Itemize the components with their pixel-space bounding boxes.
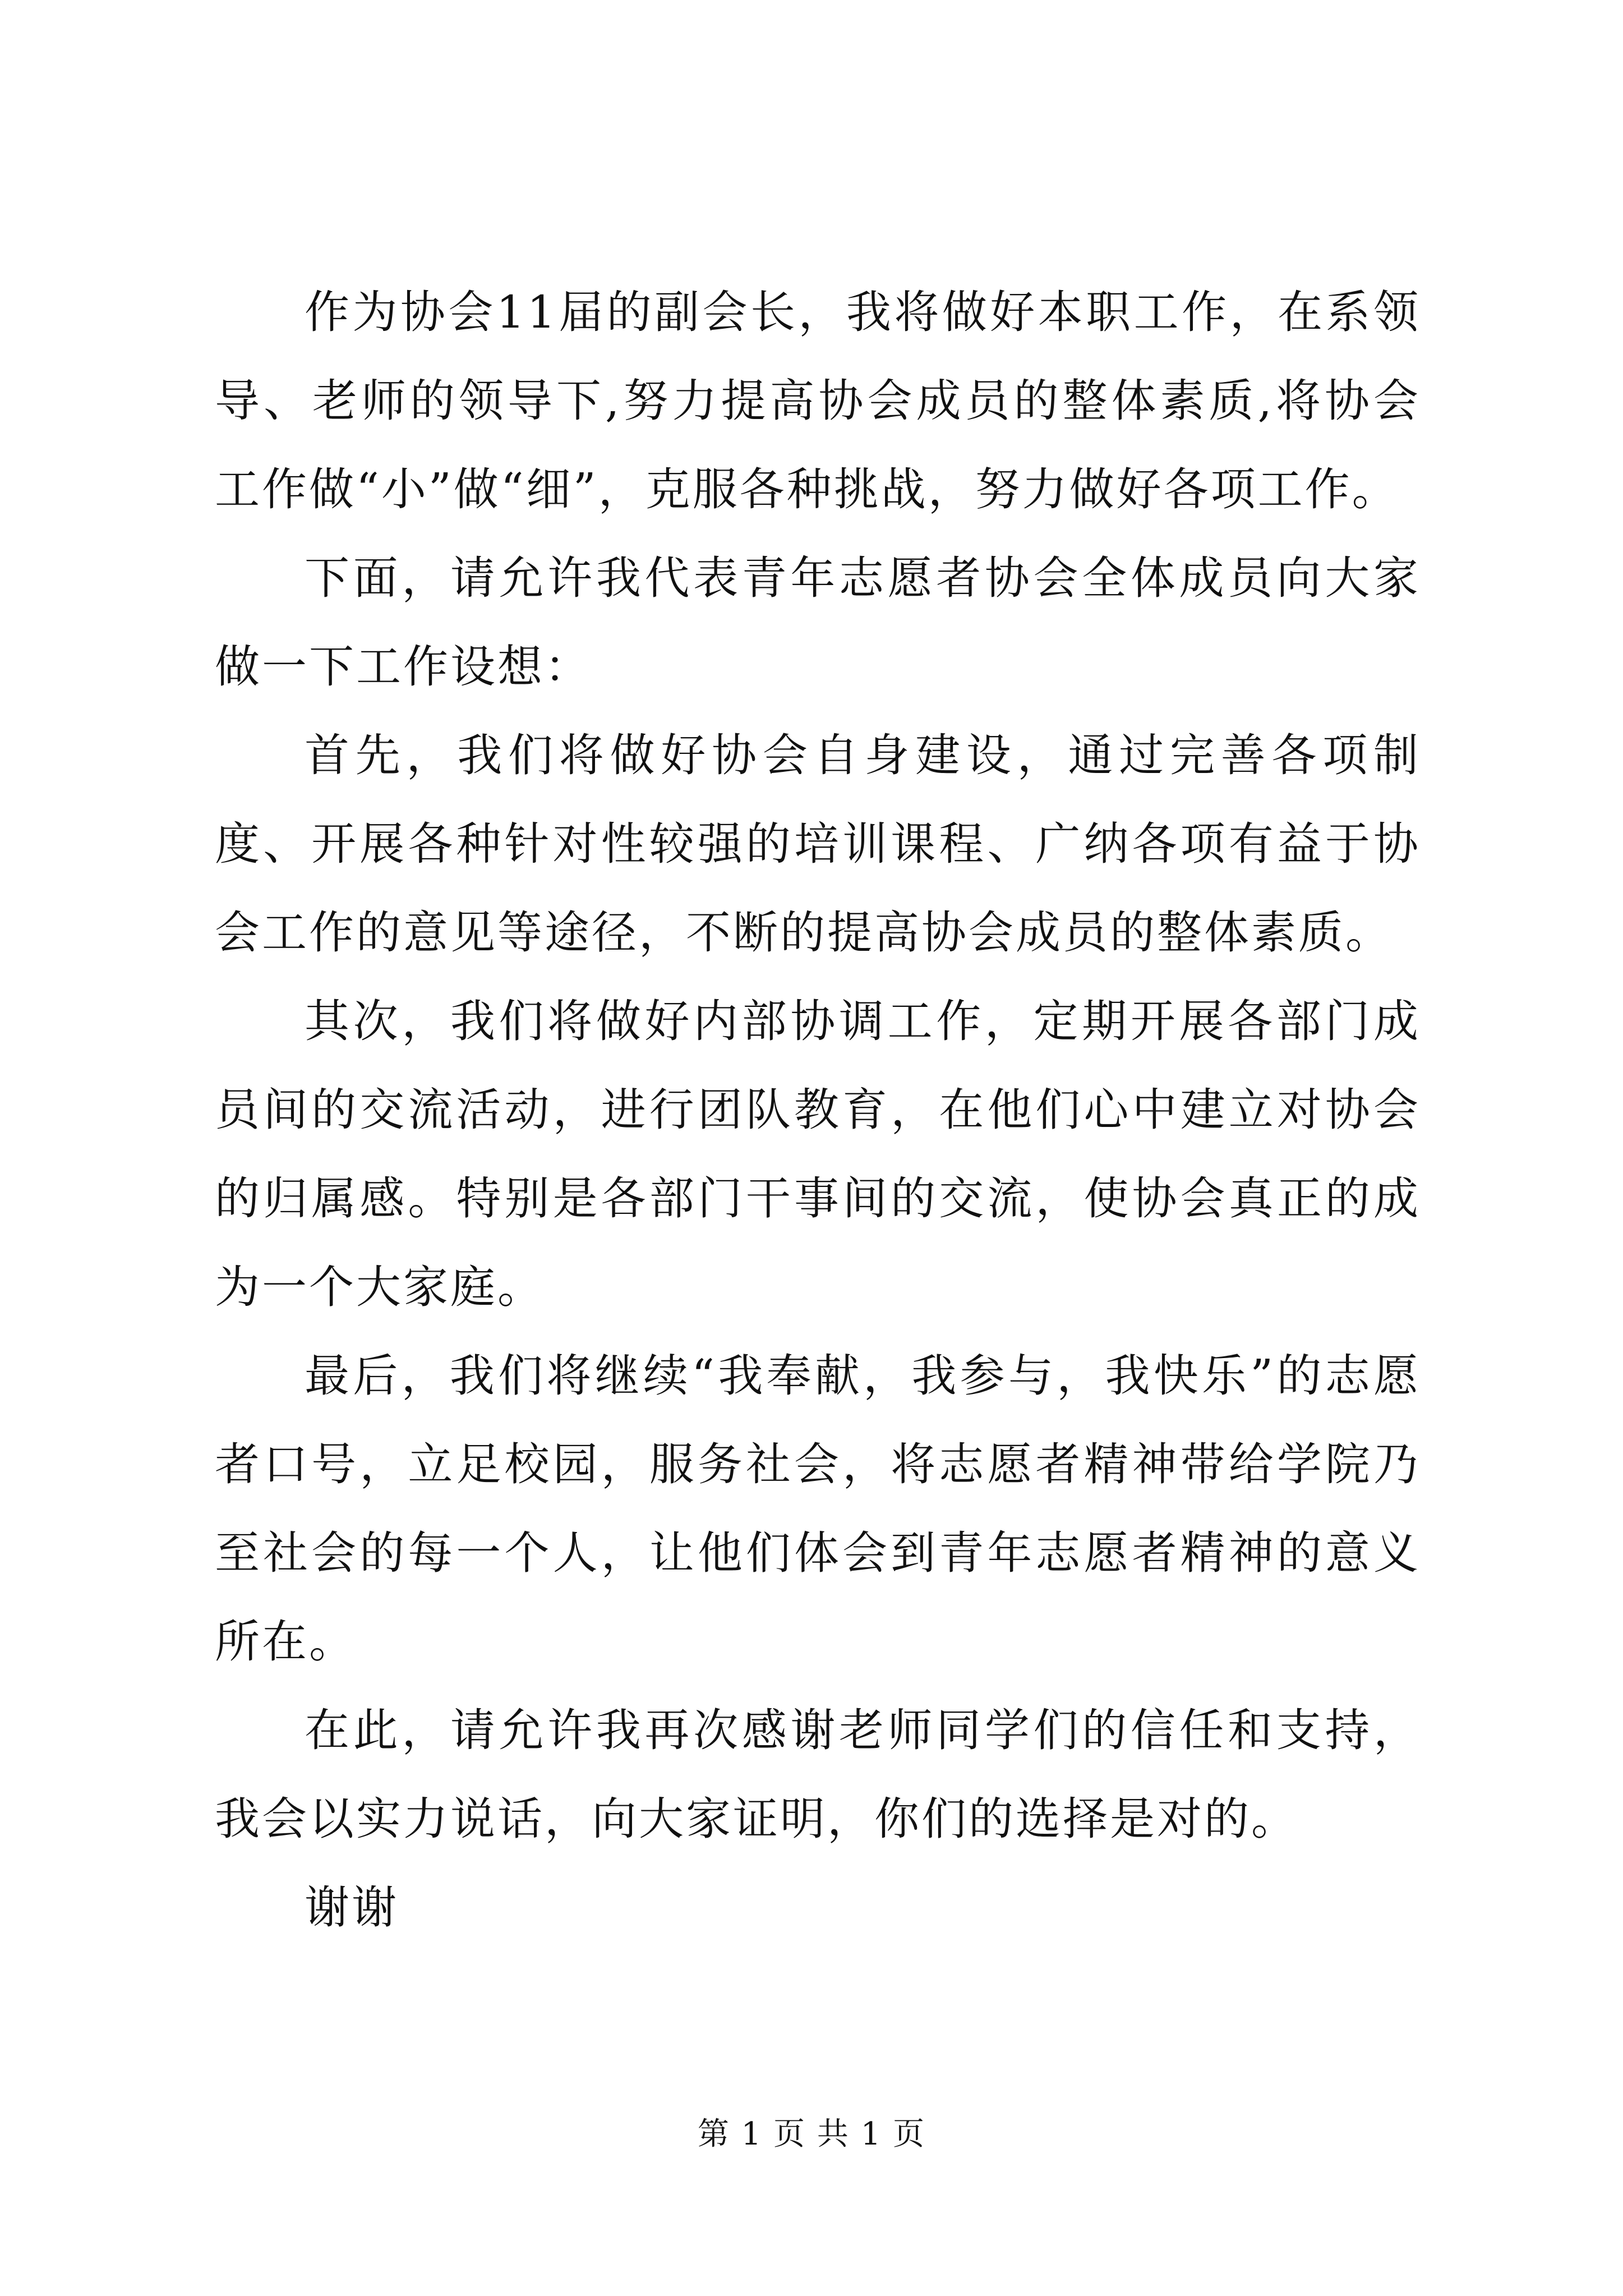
paragraph-vice-president: 作为协会11届的副会长，我将做好本职工作，在系领导、老师的领导下,努力提高协会成员的整体素质,将协会工作做“小”做“细”，克服各种挑战，努力做好各项工作。 (215, 286, 1421, 516)
paragraph-thank-you: 谢谢 (305, 1881, 399, 1934)
paragraph-second: 其次，我们将做好内部协调工作，定期开展各部门成员间的交流活动，进行团队教育，在他们心中建立对协会的归属感。特别是各部门干事间的交流，使协会真正的成为一个大家庭。 (215, 995, 1421, 1313)
paragraph-finally: 最后，我们将继续“我奉献，我参与，我快乐”的志愿者口号，立足校园，服务社会，将志愿者精神带给学院乃至社会的每一个人，让他们体会到青年志愿者精神的意义所在。 (215, 1350, 1421, 1668)
page-footer: 第 1 页 共 1 页 (697, 2116, 926, 2152)
document-body (215, 268, 1421, 1952)
paragraph-thanks-support: 在此，请允许我再次感谢老师同学们的信任和支持，我会以实力说话，向大家证明，你们的选择是对的。 (215, 1704, 1421, 1845)
paragraph-first: 首先，我们将做好协会自身建设，通过完善各项制度、开展各种针对性较强的培训课程、广纳各项有益于协会工作的意见等途径，不断的提高协会成员的整体素质。 (215, 729, 1421, 959)
paragraph-work-plan-intro: 下面，请允许我代表青年志愿者协会全体成员向大家做一下工作设想： (215, 552, 1421, 693)
